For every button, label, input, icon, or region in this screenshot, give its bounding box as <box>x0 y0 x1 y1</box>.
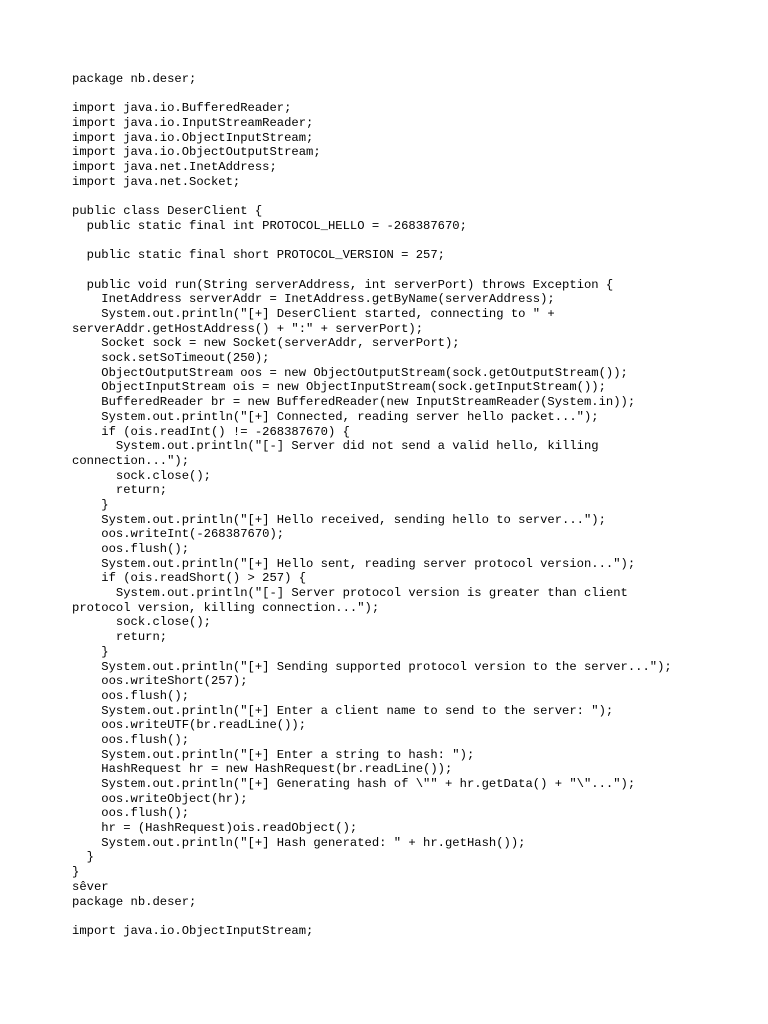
code-line: System.out.println("[+] Generating hash of \"" + hr.getData() + "\"..."); <box>72 777 636 791</box>
code-line: hr = (HashRequest)ois.readObject(); <box>72 821 358 836</box>
code-line: sock.close(); <box>72 468 211 483</box>
code-line: Socket sock = new Socket(serverAddr, serverPort); <box>72 336 460 351</box>
code-line: if (ois.readShort() > 257) { <box>72 571 307 586</box>
code-line: import java.io.ObjectOutputStream; <box>72 145 321 160</box>
code-line: oos.flush(); <box>72 732 190 747</box>
code-line: System.out.println("[+] DeserClient started, connecting to " + <box>72 307 555 321</box>
code-line: import java.io.InputStreamReader; <box>72 116 314 131</box>
code-line: } <box>72 865 80 880</box>
code-line: oos.writeInt(-268387670); <box>72 527 285 542</box>
code-line: if (ois.readInt() != -268387670) { <box>72 424 350 439</box>
code-line: public static final short PROTOCOL_VERSION = 257; <box>72 248 445 263</box>
code-line: oos.writeObject(hr); <box>72 791 248 806</box>
code-line: oos.writeShort(257); <box>72 674 248 689</box>
code-line: } <box>72 644 109 659</box>
code-line: ObjectInputStream ois = new ObjectInputStream(sock.getInputStream()); <box>72 380 606 395</box>
code-line: oos.writeUTF(br.readLine()); <box>72 718 307 733</box>
code-line: serverAddr.getHostAddress() + ":" + serverPort); <box>72 321 424 336</box>
code-line: import java.io.ObjectInputStream; <box>72 130 314 145</box>
code-line: import java.io.ObjectInputStream; <box>72 923 314 938</box>
code-line: System.out.println("[+] Connected, reading server hello packet..."); <box>72 409 599 424</box>
code-line: InetAddress serverAddr = InetAddress.getByName(serverAddress); <box>72 292 555 307</box>
code-line: sêver <box>72 879 109 894</box>
code-line: connection..."); <box>72 453 190 468</box>
code-line: package nb.deser; <box>72 894 197 909</box>
code-line <box>72 263 672 278</box>
code-line: return; <box>72 630 168 645</box>
code-line: oos.flush(); <box>72 806 190 821</box>
code-listing <box>72 72 672 939</box>
code-line: ObjectOutputStream oos = new ObjectOutputStream(sock.getOutputStream()); <box>72 365 628 380</box>
code-line: System.out.println("[+] Enter a string to hash: "); <box>72 747 475 762</box>
code-line: System.out.println("[+] Sending supported protocol version to the server..."); <box>72 659 672 674</box>
code-line: sock.setSoTimeout(250); <box>72 351 270 366</box>
code-line: public void run(String serverAddress, int serverPort) throws Exception { <box>72 277 614 292</box>
code-line <box>72 190 672 205</box>
code-line <box>72 87 672 102</box>
code-line: BufferedReader br = new BufferedReader(new InputStreamReader(System.in)); <box>72 395 636 410</box>
code-line: import java.net.Socket; <box>72 174 241 189</box>
code-line: protocol version, killing connection..."); <box>72 600 380 615</box>
code-line: } <box>72 497 109 512</box>
code-line: System.out.println("[-] Server protocol version is greater than client <box>72 586 628 601</box>
code-line: System.out.println("[+] Hash generated: " + hr.getHash()); <box>72 835 526 850</box>
code-line: public static final int PROTOCOL_HELLO = -268387670; <box>72 218 467 233</box>
code-line: oos.flush(); <box>72 688 190 703</box>
code-line: return; <box>72 483 168 498</box>
code-line: public class DeserClient { <box>72 204 263 219</box>
code-line: import java.io.BufferedReader; <box>72 101 292 116</box>
code-line: System.out.println("[+] Enter a client name to send to the server: "); <box>72 703 614 718</box>
code-line <box>72 234 672 249</box>
code-line: import java.net.InetAddress; <box>72 160 277 175</box>
code-line: System.out.println("[+] Hello sent, reading server protocol version..."); <box>72 556 636 571</box>
code-line <box>72 909 672 924</box>
code-line: System.out.println("[+] Hello received, sending hello to server..."); <box>72 512 606 527</box>
code-line: System.out.println("[-] Server did not send a valid hello, killing <box>72 439 599 454</box>
code-line: } <box>72 850 94 865</box>
code-line: oos.flush(); <box>72 542 190 556</box>
code-line: package nb.deser; <box>72 72 197 86</box>
code-line: sock.close(); <box>72 615 211 630</box>
code-line: HashRequest hr = new HashRequest(br.readLine()); <box>72 762 453 777</box>
